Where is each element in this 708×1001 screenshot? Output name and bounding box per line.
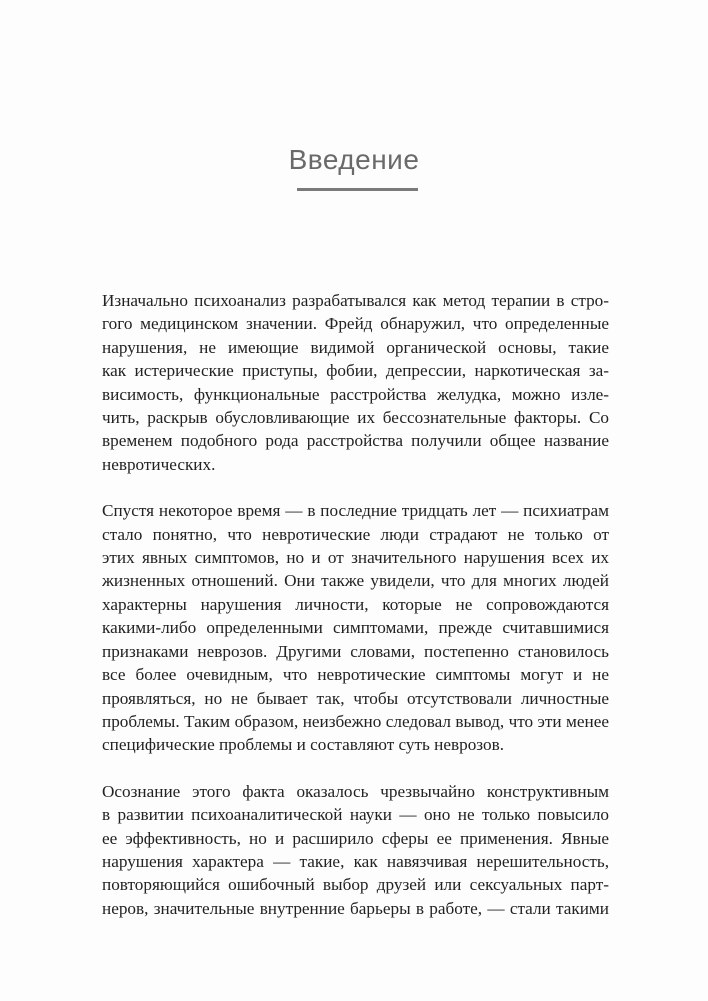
paragraph-3 [102, 780, 609, 920]
text-line: невротических. [102, 454, 216, 474]
text-line: висимость, функциональные расстройства желудка, можно изле- [102, 384, 609, 404]
text-line: характерны нарушения личности, которые не сопровождаются [102, 594, 609, 614]
text-line: признаками неврозов. Другими словами, постепенно становилось [102, 641, 609, 661]
paragraph-2 [102, 499, 609, 756]
text-line: ее эффективность, но и расширило сферы ее применения. Явные [102, 828, 609, 848]
text-line: Спустя некоторое время — в последние тридцать лет — психиатрам [102, 501, 609, 521]
text-line: все более очевидным, что невротические симптомы могут и не [102, 665, 609, 685]
text-line: жизненных отношений. Они также увидели, что для многих людей [102, 571, 609, 591]
text-line: Изначально психоанализ разрабатывался как метод терапии в стро- [102, 291, 609, 310]
text-line: стало понятно, что невротические люди страдают не только от [102, 524, 609, 544]
text-line: гого медицинском значении. Фрейд обнаружил, что определенные [102, 314, 609, 334]
text-line: повторяющийся ошибочный выбор друзей или сексуальных парт- [102, 875, 609, 895]
paragraph-1 [102, 289, 609, 476]
chapter-body [102, 289, 609, 943]
text-line: нарушения характера — такие, как навязчивая нерешительность, [102, 851, 609, 871]
text-line: проблемы. Таким образом, неизбежно следовал вывод, что эти менее [102, 711, 609, 731]
text-line: Осознание этого факта оказалось чрезвычайно конструктивным [102, 781, 609, 801]
chapter-title: Введение [288, 144, 420, 175]
text-line: неров, значительные внутренние барьеры в работе, — стали такими [102, 898, 609, 918]
text-line: как истерические приступы, фобии, депрессии, наркотическая за- [102, 361, 609, 381]
text-line: специфические проблемы и составляют суть неврозов. [102, 735, 505, 755]
text-line: проявляться, но не бывает так, чтобы отсутствовали личностные [102, 688, 609, 708]
text-line: нарушения, не имеющие видимой органической основы, такие [102, 337, 609, 357]
text-line: в развитии психоаналитической науки — оно не только повысило [102, 805, 609, 825]
text-line: временем подобного рода расстройства получили общее название [102, 431, 609, 451]
text-line: чить, раскрыв обусловливающие их бессознательные факторы. Со [102, 408, 609, 428]
text-line: какими-либо определенными симптомами, прежде считавшимися [102, 618, 609, 638]
text-line: этих явных симптомов, но и от значительного нарушения всех их [102, 548, 609, 568]
title-underline [297, 188, 418, 191]
